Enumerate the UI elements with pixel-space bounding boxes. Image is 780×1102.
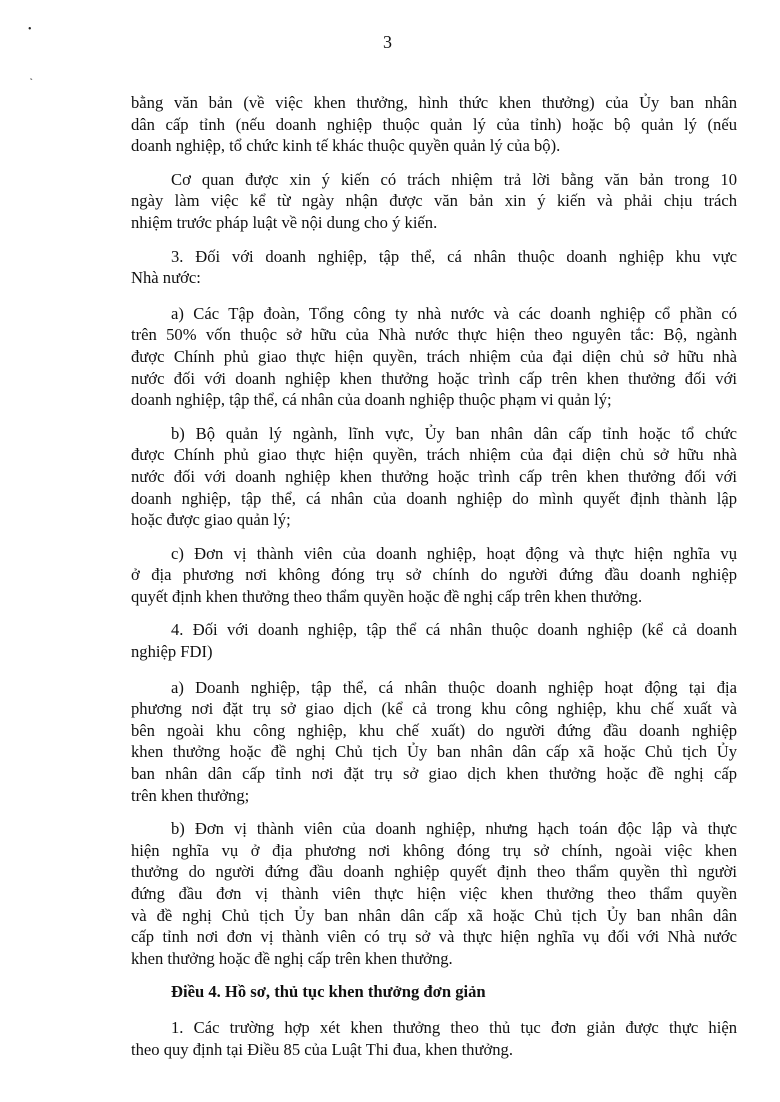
paragraph [131,677,737,807]
paragraph [131,543,737,608]
text-line: dân cấp tỉnh (nếu doanh nghiệp thuộc quản lý của tỉnh) hoặc bộ quản lý (nếu [131,114,737,134]
text-line: được Chính phủ giao thực hiện quyền, trách nhiệm của đại diện chủ sở hữu nhà [131,346,737,366]
scan-mark: ˛ [30,70,33,80]
text-line: cấp tỉnh nơi đơn vị thành viên có trụ sở và thực hiện nghĩa vụ đối với Nhà nước [131,927,737,947]
text-line: b) Bộ quản lý ngành, lĩnh vực, Ủy ban nhân dân cấp tỉnh hoặc tổ chức [171,423,737,443]
text-line: khen thưởng hoặc đề nghị Chủ tịch Ủy ban nhân dân cấp xã hoặc Chủ tịch Ủy [131,742,737,762]
text-line: trên khen thưởng; [131,785,250,805]
text-line: đứng đầu đơn vị thành viên thực hiện việc khen thưởng theo thẩm quyền [131,884,737,903]
text-line: được Chính phủ giao thực hiện quyền, trách nhiệm của đại diện chủ sở hữu nhà [131,445,737,465]
text-line: ở địa phương nơi không đóng trụ sở chính do người đứng đầu doanh nghiệp [131,565,737,585]
text-line: 1. Các trường hợp xét khen thưởng theo thủ tục đơn giản được thực hiện [171,1017,737,1037]
text-line: bằng văn bản (về việc khen thưởng, hình thức khen thưởng) của Ủy ban nhân [131,93,737,112]
text-line: bên ngoài khu công nghiệp, khu chế xuất) do người đứng đầu doanh nghiệp [131,720,737,740]
text-line: hoặc được giao quản lý; [131,510,291,530]
text-line: c) Đơn vị thành viên của doanh nghiệp, hoạt động và thực hiện nghĩa vụ [171,543,737,563]
text-line: hiện nghĩa vụ ở địa phương nơi không đóng trụ sở chính, ngoài việc khen [131,840,737,860]
text-line: thưởng do người đứng đầu doanh nghiệp quyết định theo thẩm quyền thì người [131,862,737,882]
text-line: và đề nghị Chủ tịch Ủy ban nhân dân cấp xã hoặc Chủ tịch Ủy ban nhân dân [131,905,737,925]
paragraph [131,423,737,531]
text-line: nhiệm trước pháp luật về nội dung cho ý kiến. [131,212,438,232]
paragraph [131,246,737,289]
text-line: theo quy định tại Điều 85 của Luật Thi đua, khen thưởng. [131,1039,513,1059]
text-line: Điều 4. Hồ sơ, thủ tục khen thưởng đơn giản [171,982,486,1002]
text-line: doanh nghiệp, tổ chức kinh tế khác thuộc quyền quản lý của bộ). [131,136,561,156]
text-line: doanh nghiệp, tập thể, cá nhân của doanh nghiệp thuộc phạm vi quản lý; [131,390,612,410]
scan-mark: • [28,24,32,35]
document-body [131,92,737,1070]
page-number: 3 [383,32,392,52]
text-line: nước đối với doanh nghiệp khen thưởng hoặc trình cấp trên khen thưởng đối với [131,368,737,388]
text-line: a) Các Tập đoàn, Tổng công ty nhà nước và các doanh nghiệp cổ phần có [171,303,737,323]
text-line: nghiệp FDI) [131,642,213,662]
text-line: Nhà nước: [131,268,201,288]
text-line: nước đối với doanh nghiệp khen thưởng hoặc trình cấp trên khen thưởng đối với [131,466,737,486]
text-line: 3. Đối với doanh nghiệp, tập thể, cá nhân thuộc doanh nghiệp khu vực [171,246,737,266]
text-line: ngày làm việc kể từ ngày nhận được văn bản xin ý kiến và phải chịu trách [131,191,737,211]
text-line: khen thưởng hoặc đề nghị cấp trên khen thưởng. [131,948,453,968]
paragraph [131,1017,737,1060]
text-line: Cơ quan được xin ý kiến có trách nhiệm trả lời bằng văn bản trong 10 [171,169,737,189]
paragraph [131,169,737,234]
text-line: 4. Đối với doanh nghiệp, tập thể cá nhân thuộc doanh nghiệp (kể cả doanh [171,620,737,640]
paragraph [131,619,737,662]
text-line: quyết định khen thưởng theo thẩm quyền hoặc đề nghị cấp trên khen thưởng. [131,586,643,606]
paragraph [131,303,737,411]
article-heading [131,981,737,1003]
text-line: b) Đơn vị thành viên của doanh nghiệp, nhưng hạch toán độc lập và thực [171,819,737,839]
text-line: phương nơi đặt trụ sở giao dịch (kể cả trong khu công nghiệp, khu chế xuất và [131,699,737,719]
paragraph [131,92,737,157]
text-line: doanh nghiệp, tập thể, cá nhân của doanh nghiệp do mình quyết định thành lập [131,488,737,508]
text-line: trên 50% vốn thuộc sở hữu của Nhà nước thực hiện theo nguyên tắc: Bộ, ngành [131,325,737,345]
text-line: ban nhân dân cấp tỉnh nơi đặt trụ sở giao dịch khen thưởng hoặc đề nghị cấp [131,764,737,784]
paragraph [131,818,737,969]
text-line: a) Doanh nghiệp, tập thể, cá nhân thuộc doanh nghiệp hoạt động tại địa [171,677,737,697]
